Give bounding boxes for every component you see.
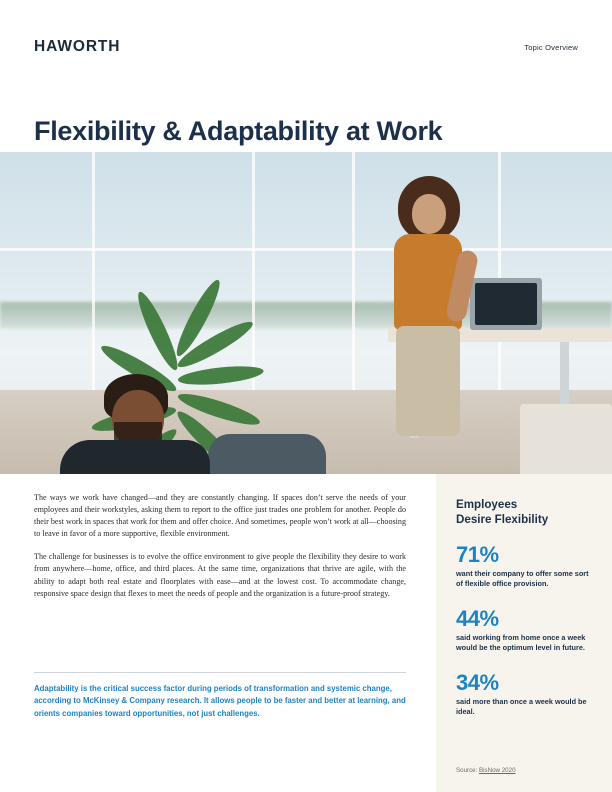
source-link[interactable]: BisNow 2020	[479, 767, 516, 774]
pullquote: Adaptability is the critical success factor during periods of transformation and systemic change, according to McKinsey & Company research. It allows people to be faster and better at learning, and orients companies toward opportunities, not just challenges.	[34, 672, 406, 720]
stat-item	[456, 543, 590, 590]
stats-sidebar	[436, 474, 612, 792]
body-paragraph-1: The ways we work have changed—and they are constantly changing. If spaces don’t serve the needs of your employees and their workstyles, asking them to report to the office just trades one problem for another. People do their best work in spaces that work for them and offer choice. And sometimes, people won’t work at all—choosing to leave in favor of a more supportive, flexible environment.	[34, 493, 406, 539]
stat-caption: said working from home once a week would be the optimum level in future.	[456, 632, 586, 653]
sidebar-title-line-1: Employees	[456, 498, 518, 511]
body-copy	[34, 492, 406, 611]
person-seated	[42, 374, 232, 474]
source-prefix: Source:	[456, 767, 480, 774]
brand-logo: HAWORTH	[34, 38, 121, 55]
topic-overview-label: Topic Overview	[524, 42, 578, 52]
background-furniture	[520, 404, 612, 474]
page-title: Flexibility & Adaptability at Work	[34, 116, 443, 147]
stat-item	[456, 671, 590, 718]
source-note	[456, 767, 516, 774]
sidebar-title-line-2: Desire Flexibility	[456, 512, 549, 526]
hero-image	[0, 152, 612, 474]
stat-item	[456, 607, 590, 654]
stat-value: 71%	[456, 542, 499, 567]
body-paragraph-2: The challenge for businesses is to evolve the office environment to give people the flexibility they desire to work from anywhere—home, office, and third places. At the same time, organizations that thrive are agile, with the ability to adapt both real estate and floorplates with ease—and at the lowest cost. To accommodate change, responsive space design that flexes to meet the needs of people and the organization is a future-proof strategy.	[34, 552, 406, 598]
window-mullion	[0, 248, 612, 251]
stat-caption: want their company to offer some sort of flexible office provision.	[456, 569, 589, 589]
stat-value: 44%	[456, 605, 499, 631]
stat-value: 34%	[456, 669, 499, 695]
stat-caption: said more than once a week would be ideal.	[456, 696, 587, 717]
sidebar-title	[456, 498, 590, 527]
person-standing	[368, 176, 488, 426]
page-header	[0, 32, 612, 62]
